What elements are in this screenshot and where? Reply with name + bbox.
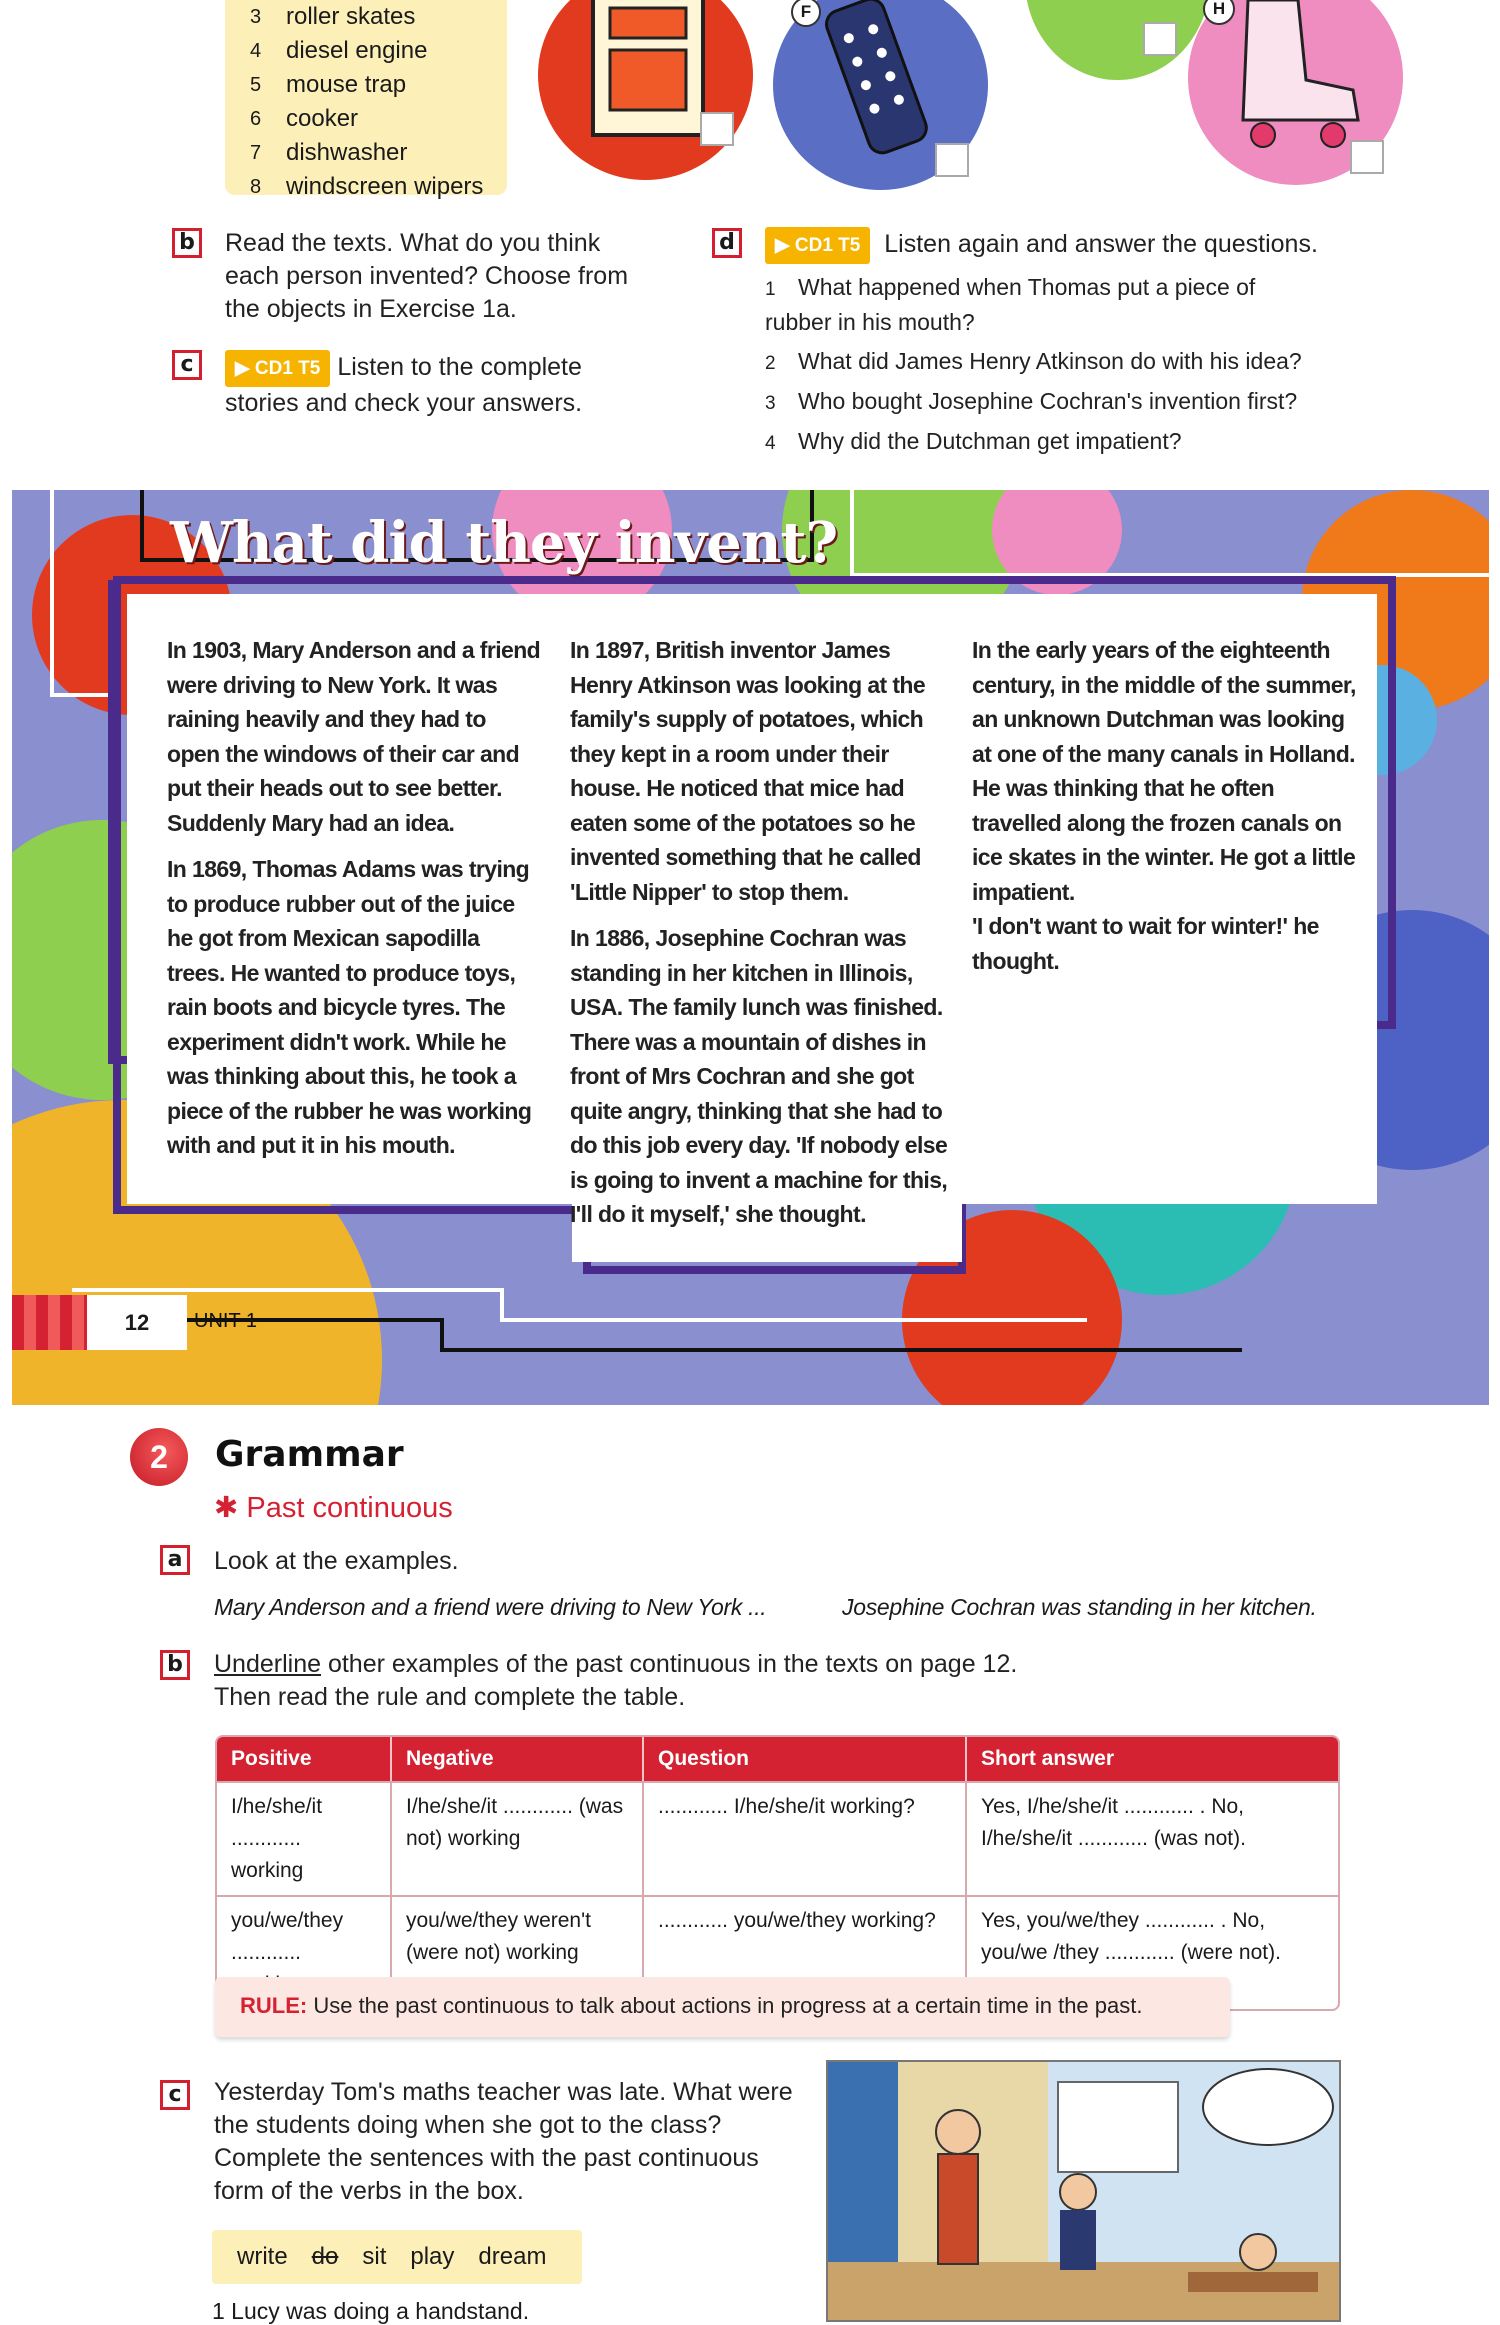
exercise-c-letter: c <box>160 2080 190 2110</box>
list-item: 6 cooker <box>250 105 359 132</box>
table-cell[interactable]: ............ I/he/she/it working? <box>644 1781 967 1895</box>
section-number: 2 <box>130 1428 188 1486</box>
cd-track-badge[interactable]: ▶ CD1 T5 <box>225 350 330 387</box>
classroom-illustration-icon <box>828 2062 1341 2322</box>
story-dutchman: In the early years of the eighteenth century, in the middle of the summer, an unknown Dutchman was looking at one of the many canals in Holland. He was thinking that he often travelled along the frozen canals on ice skates in the winter. He got a little impatient. <box>972 637 1356 905</box>
list-item: 8 windscreen wipers <box>250 173 484 200</box>
grammar-table <box>215 1735 1340 2011</box>
page-number: 12 <box>87 1295 187 1350</box>
reading-text-section <box>12 490 1489 1405</box>
word-item: play <box>410 2243 455 2270</box>
exercise-c-instruction: ▶ CD1 T5 Listen to the complete stories and check your answers. <box>225 350 645 420</box>
picture-label-h: H <box>1203 0 1235 25</box>
table-cell[interactable]: Yes, you/we/they ............ . No, you/we /they ............ (were not). <box>967 1895 1338 2009</box>
story-column-1 <box>167 633 542 1175</box>
exercise-a-instruction: Look at the examples. <box>214 1547 459 1575</box>
page-number-stripe <box>12 1295 87 1350</box>
exercise-b-instruction: Underline other examples of the past continuous in the texts on page 12. Then read the rule and complete the table. <box>214 1650 1018 1711</box>
sentence-1[interactable]: 1 Lucy was doing a handstand. <box>212 2298 530 2324</box>
exercise-a-letter: a <box>160 1545 190 1575</box>
question-1: 1 What happened when Thomas put a piece of rubber in his mouth? <box>765 274 1256 335</box>
list-item: 7 dishwasher <box>250 139 408 166</box>
exercise-b-letter: b <box>172 228 202 258</box>
mouse-trap-picture <box>1025 0 1210 80</box>
cd-track-badge[interactable]: ▶ CD1 T5 <box>765 227 870 264</box>
story-james-atkinson: In 1897, British inventor James Henry Atkinson was looking at the family's supply of potatoes, which they kept in a room under their house. He noticed that mice had eaten some of the potatoes so he invented something that he called 'Little Nipper' to stop them. <box>570 637 926 905</box>
cooker-picture <box>538 0 753 180</box>
exercise-d-letter: d <box>712 228 742 258</box>
classroom-picture <box>826 2060 1341 2322</box>
section-subtitle: ✱ Past continuous <box>214 1492 453 1524</box>
story-thomas-adams: In 1869, Thomas Adams was trying to produce rubber out of the juice he got from Mexican sapodilla trees. He wanted to produce toys, rain boots and bicycle tyres. The experiment didn't work. While he was thinking about this, he took a piece of the rubber he was working with and put it in his mouth. <box>167 856 532 1158</box>
exercise-b-instruction: Read the texts. What do you think each person invented? Choose from the objects in Exercise 1a. <box>225 229 629 323</box>
question-3: 3 Who bought Josephine Cochran's invention first? <box>765 388 1298 414</box>
answer-box[interactable] <box>1143 22 1177 56</box>
example-2: Josephine Cochran was standing in her kitchen. <box>842 1594 1317 1620</box>
picture-label-f: F <box>791 0 821 27</box>
table-cell[interactable]: you/we/they ............ <box>217 1895 392 2009</box>
table-cell[interactable]: Yes, I/he/she/it ............ . No, I/he/she/it ............ (was not). <box>967 1781 1338 1895</box>
example-1: Mary Anderson and a friend were driving to New York ... <box>214 1594 767 1620</box>
answer-box[interactable] <box>1350 140 1384 174</box>
table-cell[interactable]: you/we/they weren't (were not) working <box>392 1895 644 2009</box>
list-item: 5 mouse trap <box>250 71 407 98</box>
word-item: dream <box>478 2243 547 2270</box>
list-item: 3 roller skates <box>250 3 416 30</box>
rule-box: RULE: Use the past continuous to talk about actions in progress at a certain time in the past. <box>215 1977 1230 2037</box>
table-row <box>217 1781 1338 1895</box>
word-item: sit <box>362 2243 387 2270</box>
question-2: 2 What did James Henry Atkinson do with his idea? <box>765 348 1302 374</box>
story-dutchman-quote: 'I don't want to wait for winter!' he thought. <box>972 913 1319 974</box>
table-cell[interactable]: I/he/she/it ............ (was not) working <box>392 1781 644 1895</box>
unit-label: UNIT 1 <box>194 1310 257 1332</box>
word-box <box>212 2230 582 2284</box>
exercise-b-letter: b <box>160 1650 190 1680</box>
story-josephine-cochran: In 1886, Josephine Cochran was standing in her kitchen in Illinois, USA. The family lunch was finished. There was a mountain of dishes in front of Mrs Cochran and she got quite angry, thinking that she had to do this job every day. 'If nobody else is going to invent a machine for this, I'll do it myself,' she thought. <box>570 925 948 1227</box>
exercise-d-instruction: ▶ CD1 T5 Listen again and answer the questions. <box>765 227 1365 264</box>
answer-box[interactable] <box>935 143 969 177</box>
exercise-c-letter: c <box>172 350 202 380</box>
cooker-icon <box>538 0 753 180</box>
story-column-2 <box>570 633 955 1244</box>
table-header: Short answer <box>967 1737 1338 1781</box>
table-cell[interactable]: ............ you/we/they working? <box>644 1895 967 2009</box>
table-cell[interactable]: I/he/she/it ............ working <box>217 1781 392 1895</box>
table-header: Question <box>644 1737 967 1781</box>
page-title: What did they invent? <box>170 510 838 576</box>
table-header: Positive <box>217 1737 392 1781</box>
question-4: 4 Why did the Dutchman get impatient? <box>765 428 1182 454</box>
word-item: write <box>237 2243 288 2270</box>
story-mary-anderson: In 1903, Mary Anderson and a friend were driving to New York. It was raining heavily and they had to open the windows of their car and put their heads out to see better. Suddenly Mary had an idea. <box>167 637 541 836</box>
vocabulary-list <box>225 0 507 200</box>
table-header: Negative <box>392 1737 644 1781</box>
exercise-c-instruction: Yesterday Tom's maths teacher was late. What were the students doing when she got to the class? Complete the sentences with the past continuous form of the verbs in the box. <box>214 2078 793 2205</box>
list-item: 4 diesel engine <box>250 37 428 64</box>
section-title: Grammar <box>215 1434 404 1475</box>
answer-box[interactable] <box>700 112 734 146</box>
word-item: do <box>311 2243 339 2270</box>
story-column-3 <box>972 633 1357 990</box>
